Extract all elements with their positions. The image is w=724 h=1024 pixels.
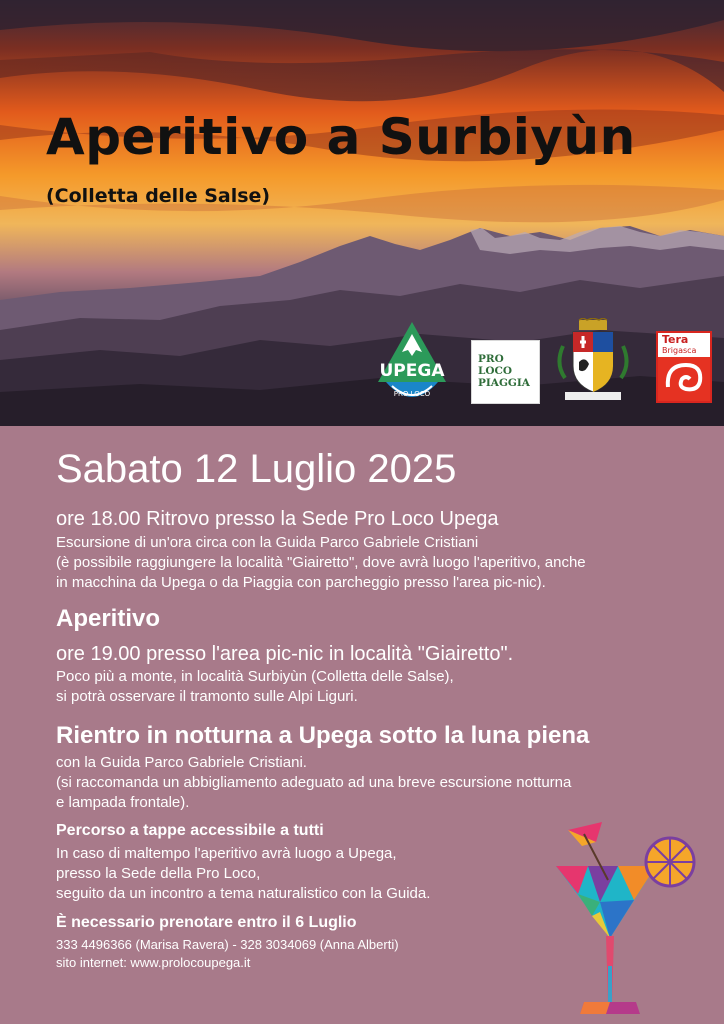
aperitivo-detail-line-1: Poco più a monte, in località Surbiyùn (Colletta delle Salse),	[56, 668, 454, 685]
pro-loco-piaggia-text: PRO LOCO PIAGGIA	[478, 353, 530, 389]
municipal-crest-logo	[555, 318, 631, 404]
upega-pro-loco-logo	[372, 320, 452, 408]
contact-phones: 333 4496366 (Marisa Ravera) - 328 3034069 (Anna Alberti)	[56, 937, 399, 952]
return-heading: Rientro in notturna a Upega sotto la luna piena	[56, 722, 590, 749]
cocktail-glass-illustration	[548, 816, 708, 1020]
tera-brigasca-title: Tera	[662, 333, 689, 346]
route-detail-line-3: seguito da un incontro a tema naturalistico con la Guida.	[56, 885, 431, 902]
route-detail-line-2: presso la Sede della Pro Loco,	[56, 865, 261, 882]
aperitivo-heading: Aperitivo	[56, 605, 161, 632]
event-subtitle: (Colletta delle Salse)	[46, 185, 271, 207]
event-title: Aperitivo a Surbiyùn	[46, 108, 636, 166]
meet-detail-line-2: (è possibile raggiungere la località "Giairetto", dove avrà luogo l'aperitivo, anche	[56, 554, 586, 571]
return-detail-line-2: (si raccomanda un abbigliamento adeguato ad una breve escursione notturna	[56, 774, 572, 791]
route-heading: Percorso a tappe accessibile a tutti	[56, 822, 324, 839]
meet-detail-line-3: in macchina da Upega o da Piaggia con parcheggio presso l'area pic-nic).	[56, 574, 546, 591]
upega-logo-text: UPEGA	[379, 361, 445, 381]
sponsor-logos	[0, 0, 724, 426]
upega-logo-subtext: PRO LOCO	[393, 390, 431, 398]
aperitivo-time-line: ore 19.00 presso l'area pic-nic in località "Giairetto".	[56, 643, 514, 665]
tera-brigasca-subtitle: Brigasca	[662, 346, 697, 355]
event-date: Sabato 12 Luglio 2025	[56, 447, 457, 491]
tera-brigasca-logo	[656, 331, 712, 403]
return-detail-line-1: con la Guida Parco Gabriele Cristiani.	[56, 754, 307, 771]
aperitivo-detail-line-2: si potrà osservare il tramonto sulle Alpi Liguri.	[56, 688, 358, 705]
route-detail-line-1: In caso di maltempo l'aperitivo avrà luogo a Upega,	[56, 845, 397, 862]
pro-loco-piaggia-logo	[471, 340, 540, 404]
website-line: sito internet: www.prolocoupega.it	[56, 955, 251, 970]
booking-heading: È necessario prenotare entro il 6 Luglio	[56, 914, 357, 931]
meet-time-heading: ore 18.00 Ritrovo presso la Sede Pro Loco Upega	[56, 508, 499, 530]
return-detail-line-3: e lampada frontale).	[56, 794, 190, 811]
meet-detail-line-1: Escursione di un'ora circa con la Guida Parco Gabriele Cristiani	[56, 534, 479, 551]
